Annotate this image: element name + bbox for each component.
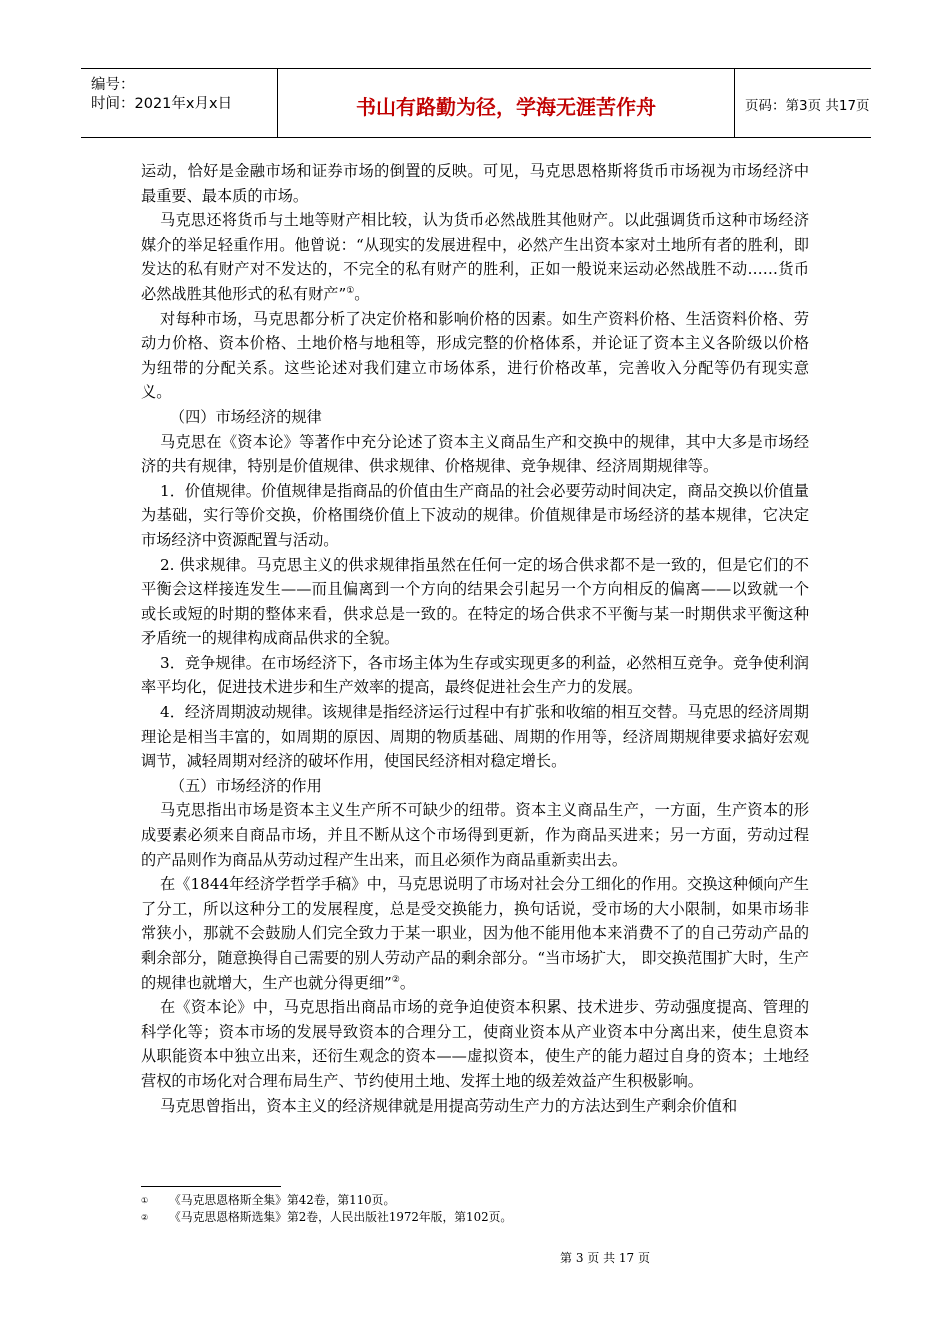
footnote-divider: [141, 1186, 281, 1187]
page-footer: 第 3 页 共 17 页: [560, 1251, 650, 1265]
paragraph: 2. 供求规律。马克思主义的供求规律指虽然在任何一定的场合供求都不是一致的，但是它们的不平衡会这样接连发生——而且偏离到一个方向的结果会引起另一个方向相反的偏离——以致就一个或长或短的时期的整体来看，供求总是一致的。在特定的场合供求不平衡与某一时期供求平衡这种矛盾统一的规律构成商品供求的全貌。: [141, 555, 809, 648]
paragraph: 1．价值规律。价值规律是指商品的价值由生产商品的社会必要劳动时间决定，商品交换以价值量为基础，实行等价交换，价格围绕价值上下波动的规律。价值规律是市场经济的基本规律，它决定市场经济中资源配置与活动。: [141, 481, 809, 549]
page-info: 页码：第3页 共17页: [745, 98, 870, 114]
body-text: [141, 159, 809, 1118]
paragraph: 在《资本论》中，马克思指出商品市场的竞争迫使资本积累、技术进步、劳动强度提高、管理的科学化等；资本市场的发展导致资本的合理分工，使商业资本从产业资本中分离出来，使生息资本从职能资本中独立出来，还衍生观念的资本——虚拟资本，使生产的能力超过自身的资本；土地经营权的市场化对合理布局生产、节约使用土地、发挥土地的级差效益产生积极影响。: [141, 998, 809, 1090]
footnote-ref-2[interactable]: ②: [391, 974, 400, 985]
footnote-mark: ②: [141, 1213, 149, 1222]
footnote-mark: ①: [141, 1196, 149, 1205]
paragraph: 4．经济周期波动规律。该规律是指经济运行过程中有扩张和收缩的相互交替。马克思的经济周期理论是相当丰富的，如周期的原因、周期的物质基础、周期的作用等，经济周期规律要求搞好宏观调节，减轻周期对经济的破坏作用，使国民经济相对稳定增长。: [141, 703, 809, 771]
footnote-ref-1[interactable]: ①: [346, 285, 355, 296]
date-label: 时间：2021年x月x日: [91, 96, 233, 112]
footnotes: [141, 1192, 809, 1226]
footnote: [141, 1192, 809, 1209]
header-meta-cell: [81, 69, 277, 137]
paragraph: [141, 872, 809, 995]
paragraph: 3．竞争规律。在市场经济下，各市场主体为生存或实现更多的利益，必然相互竞争。竞争使利润率平均化，促进技术进步和生产效率的提高，最终促进社会生产力的发展。: [141, 653, 809, 697]
paragraph: 马克思在《资本论》等著作中充分论述了资本主义商品生产和交换中的规律，其中大多是市场经济的共有规律，特别是价值规律、供求规律、价格规律、竞争规律、经济周期规律等。: [141, 432, 809, 476]
motto-text: 书山有路勤为径，学海无涯苦作舟: [356, 95, 656, 119]
footnote-ref-tail: 。: [399, 973, 416, 992]
footnote-ref-tail: 。: [354, 284, 370, 303]
number-label: 编号：: [91, 77, 135, 93]
document-header: [81, 68, 871, 138]
section-heading: （四）市场经济的规律: [169, 407, 322, 426]
paragraph: 运动，恰好是金融市场和证券市场的倒置的反映。可见，马克思恩格斯将货币市场视为市场经济中最重要、最本质的市场。: [141, 162, 809, 205]
paragraph-text: 在《1844年经济学哲学手稿》中，马克思说明了市场对社会分工细化的作用。交换这种倾向产生了分工，所以这种分工的发展程度，总是受交换能力，换句话说，受市场的大小限制，如果市场非常狭小，那就不会鼓励人们完全致力于某一职业，因为他不能用他本来消费不了的自己劳动产品的剩余部分，随意换得自己需要的别人劳动产品的剩余部分。“当市场扩大， 即交换范围扩大时，生产的规律也就增大，生产也就分得更细”: [141, 875, 809, 992]
header-motto-cell: [277, 69, 735, 137]
paragraph: [141, 208, 809, 306]
paragraph-text: 马克思还将货币与土地等财产相比较，认为货币必然战胜其他财产。以此强调货币这种市场经济媒介的举足轻重作用。他曾说：“从现实的发展进程中，必然产生出资本家对土地所有者的胜利，即发达的私有财产对不发达的，不完全的私有财产的胜利，正如一般说来运动必然战胜不动……货币必然战胜其他形式的私有财产”: [141, 211, 809, 303]
footnote-text: 《马克思恩格斯选集》第2卷，人民出版社1972年版，第102页。: [169, 1210, 513, 1224]
paragraph: 马克思曾指出，资本主义的经济规律就是用提高劳动生产力的方法达到生产剩余价值和: [160, 1096, 738, 1115]
section-heading: （五）市场经济的作用: [169, 776, 322, 795]
footnote: [141, 1209, 809, 1226]
footnote-text: 《马克思恩格斯全集》第42卷，第110页。: [169, 1193, 396, 1207]
header-page-cell: [735, 69, 871, 137]
paragraph: 马克思指出市场是资本主义生产所不可缺少的纽带。资本主义商品生产，一方面，生产资本的形成要素必须来自商品市场，并且不断从这个市场得到更新，作为商品买进来；另一方面，劳动过程的产品则作为商品从劳动过程产生出来，而且必须作为商品重新卖出去。: [141, 801, 809, 869]
paragraph: 对每种市场，马克思都分析了决定价格和影响价格的因素。如生产资料价格、生活资料价格、劳动力价格、资本价格、土地价格与地租等，形成完整的价格体系，并论证了资本主义各阶级以价格为纽带的分配关系。这些论述对我们建立市场体系，进行价格改革，完善收入分配等仍有现实意义。: [141, 309, 809, 402]
